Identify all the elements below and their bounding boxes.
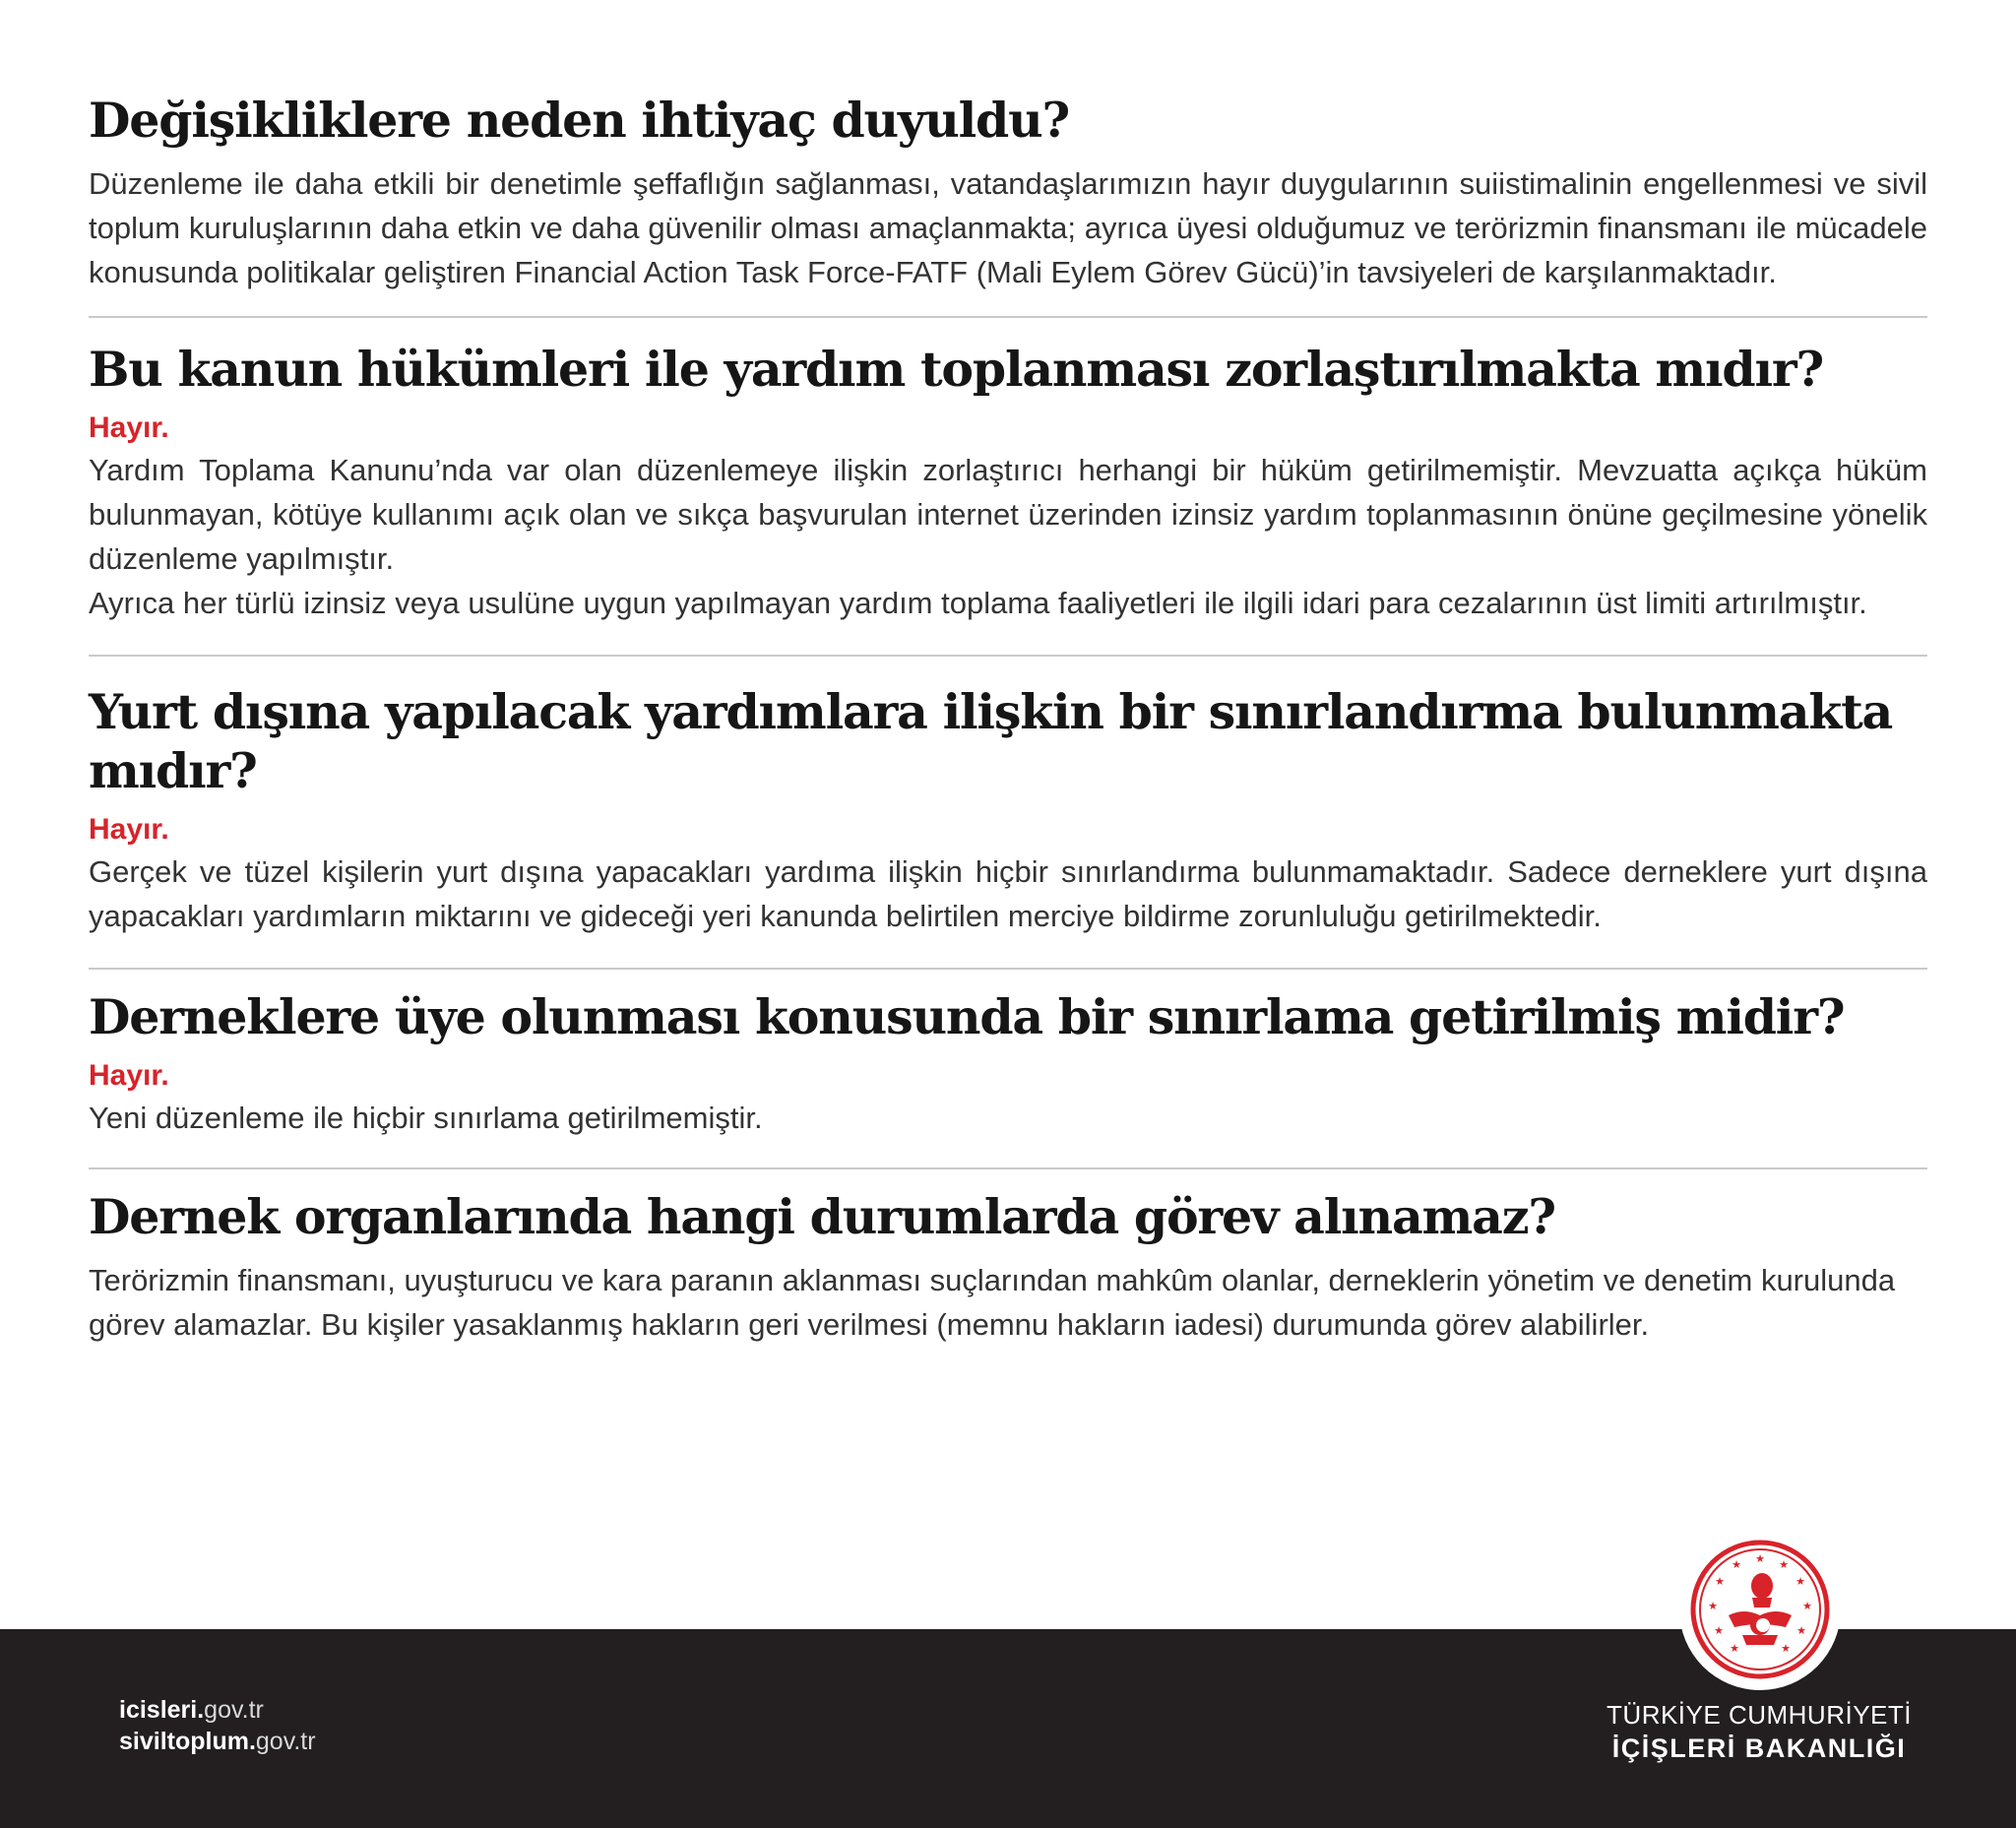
ministry-line-2: İÇİŞLERİ BAKANLIĞI bbox=[1611, 1733, 1907, 1763]
faq-answer-3: Hayır. bbox=[89, 813, 169, 846]
ministry-line-1: TÜRKİYE CUMHURİYETİ bbox=[1606, 1700, 1912, 1730]
svg-text:★: ★ bbox=[1779, 1558, 1789, 1571]
svg-text:★: ★ bbox=[1781, 1642, 1791, 1655]
faq-section-5 bbox=[89, 1169, 1927, 1347]
svg-text:★: ★ bbox=[1802, 1600, 1812, 1612]
link-icisleri[interactable]: icisleri.gov.tr bbox=[119, 1696, 264, 1724]
svg-text:★: ★ bbox=[1732, 1558, 1741, 1571]
faq-section-3 bbox=[89, 657, 1927, 970]
svg-text:★: ★ bbox=[1755, 1552, 1765, 1565]
ministry-emblem-icon bbox=[1679, 1529, 1841, 1690]
faq-paragraph-4: Yeni düzenleme ile hiçbir sınırlama getirilmemiştir. bbox=[89, 1101, 763, 1135]
faq-question-3: Yurt dışına yapılacak yardımlara ilişkin bir sınırlandırma bulunmakta mıdır? bbox=[89, 683, 1893, 799]
faq-question-5: Dernek organlarında hangi durumlarda görev alınamaz? bbox=[89, 1188, 1555, 1245]
faq-section-2 bbox=[89, 318, 1927, 657]
faq-section-1 bbox=[89, 0, 1927, 318]
faq-paragraph-2b: Ayrıca her türlü izinsiz veya usulüne uygun yapılmayan yardım toplama faaliyetleri ile ilgili idari para cezalarının üst limiti artırılmıştır. bbox=[89, 586, 1867, 620]
svg-text:★: ★ bbox=[1714, 1624, 1724, 1637]
link-siviltoplum[interactable]: siviltoplum.gov.tr bbox=[119, 1728, 316, 1755]
faq-paragraph-5: Terörizmin finansmanı, uyuşturucu ve kara paranın aklanması suçlarından mahkûm olanlar, derneklerin yönetim ve denetim kurulunda görev alamazlar. Bu kişiler yasaklanmış hakların geri verilmesi (memnu hakların iadesi) durumunda görev alabilirler. bbox=[89, 1263, 1896, 1342]
faq-question-4: Derneklere üye olunması konusunda bir sınırlama getirilmiş midir? bbox=[89, 988, 1845, 1045]
faq-question-2: Bu kanun hükümleri ile yardım toplanması zorlaştırılmakta mıdır? bbox=[89, 341, 1824, 398]
faq-question-1: Değişikliklere neden ihtiyaç duyuldu? bbox=[89, 92, 1070, 149]
faq-section-4 bbox=[89, 970, 1927, 1169]
svg-text:★: ★ bbox=[1708, 1600, 1718, 1612]
faq-content bbox=[89, 0, 1927, 1347]
faq-answer-2: Hayır. bbox=[89, 411, 169, 444]
faq-paragraph-1: Düzenleme ile daha etkili bir denetimle şeffaflığın sağlanması, vatandaşlarımızın hayır duygularının suiistimalinin engellenmesi ve sivil toplum kuruluşlarının daha etkin ve daha güvenilir olması amaçlanmakta; ayrıca üyesi olduğumuz ve terörizmin finansmanı ile mücadele konusunda politikalar geliştiren Financial Action Task Force-FATF (Mali Eylem Görev Gücü)’in tavsiyeleri de karşılanmaktadır. bbox=[89, 166, 1927, 289]
svg-text:★: ★ bbox=[1796, 1575, 1805, 1588]
ministry-name bbox=[1606, 1698, 1912, 1765]
faq-paragraph-3: Gerçek ve tüzel kişilerin yurt dışına yapacakları yardıma ilişkin hiçbir sınırlandırma bulunmamaktadır. Sadece derneklere yurt dışına yapacakları yardımların miktarını ve gideceği yeri kanunda belirtilen merciye bildirme zorunluluğu getirilmektedir. bbox=[89, 854, 1927, 933]
svg-text:★: ★ bbox=[1715, 1575, 1725, 1588]
faq-answer-4: Hayır. bbox=[89, 1059, 169, 1092]
faq-paragraph-2a: Yardım Toplama Kanunu’nda var olan düzenlemeye ilişkin zorlaştırıcı herhangi bir hüküm getirilmemiştir. Mevzuatta açıkça hüküm bulunmayan, kötüye kullanımı açık olan ve sıkça başvurulan internet üzerinden izinsiz yardım toplanmasının önüne geçilmesine yönelik düzenleme yapılmıştır. bbox=[89, 453, 1927, 576]
svg-text:★: ★ bbox=[1730, 1642, 1739, 1655]
footer-links bbox=[119, 1694, 316, 1757]
svg-text:★: ★ bbox=[1796, 1624, 1806, 1637]
